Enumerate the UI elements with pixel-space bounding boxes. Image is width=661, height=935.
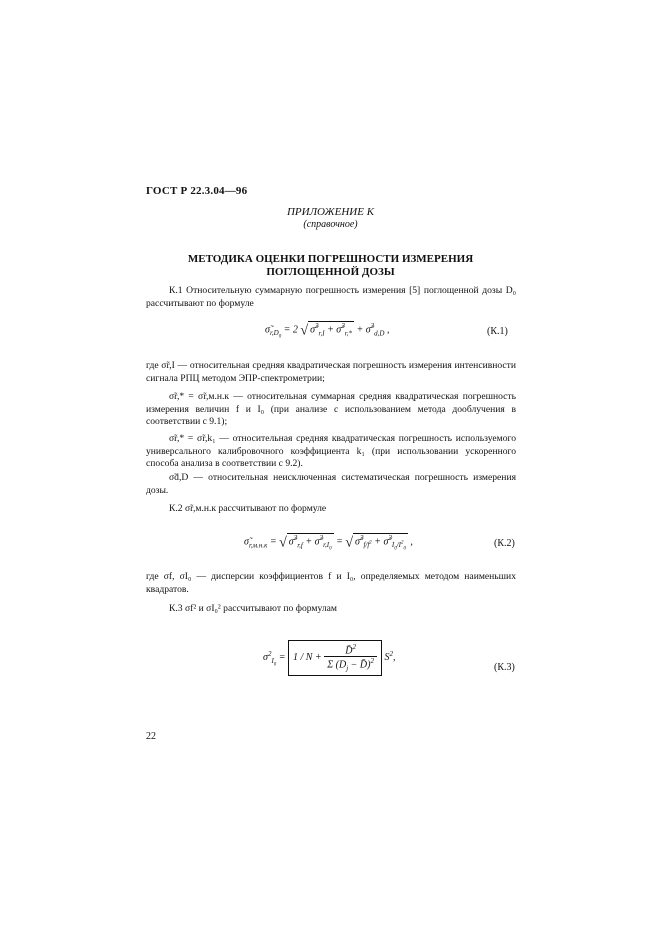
paragraph-where3: σ̃r,* = σ̃r,k₁ — относительная средняя квадратическая погрешность используемого универсального калибровочного коэффициента k₁ (при использовании ускоренного способа анализа в соответствии с 9.2). bbox=[146, 433, 516, 469]
section-title-line1: МЕТОДИКА ОЦЕНКИ ПОГРЕШНОСТИ ИЗМЕРЕНИЯ bbox=[187, 253, 474, 265]
section-title bbox=[0, 253, 661, 279]
document-code: ГОСТ Р 22.3.04—96 bbox=[146, 185, 248, 197]
equation-k3: $\sigma^2_{I_0} = 1 / N$ + $\frac{D̄^2}{\Sigma (D_j - D̄)^2}$ $S^2$, bbox=[263, 640, 395, 676]
paragraph-where5: где σf, σI₀ — дисперсии коэффициентов f и I₀, определяемых методом наименьших квадратов. bbox=[146, 571, 516, 595]
appendix-heading bbox=[0, 206, 661, 230]
paragraph-k1: К.1 Относительную суммарную погрешность измерения [5] поглощенной дозы D₀ рассчитывают по формуле bbox=[146, 285, 516, 309]
paragraph-k3: К.3 σf² и σI₀² рассчитывают по формулам bbox=[169, 603, 337, 614]
equation-k1: $\sigmã_{r,D_0} = 2$ √ σ̃$^2_{r,I}$ + σ̃$^2_{r,*}$ + σ̃$^2_{d,D}$ , bbox=[265, 322, 390, 340]
paragraph-where1: где σ̃r,I — относительная средняя квадратическая погрешность измерения интенсивности сигнала РПЦ методом ЭПР-спектрометрии; bbox=[146, 360, 516, 384]
paragraph-where2: σ̃r,* = σ̃r,м.н.к — относительная суммарная средняя квадратическая погрешность измерения величин f и I₀ (при анализе с использованием метода дооблучения в соответствии с 9.1); bbox=[146, 391, 516, 427]
page-number: 22 bbox=[146, 731, 156, 742]
paragraph-where4: σ̃d,D — относительная неисключенная систематическая погрешность измерения дозы. bbox=[146, 472, 516, 496]
equation-k3-number: (К.3) bbox=[494, 662, 515, 673]
equation-k2-number: (К.2) bbox=[494, 538, 515, 549]
section-title-line2: ПОГЛОЩЕННОЙ ДОЗЫ bbox=[266, 266, 395, 278]
paragraph-k2: К.2 σ̃r,м.н.к рассчитывают по формуле bbox=[169, 503, 327, 514]
appendix-subtitle: (справочное) bbox=[303, 219, 358, 230]
equation-k1-number: (К.1) bbox=[487, 326, 508, 337]
equation-k2: $\sigmã_{r,м.н.к}$ = √ σ̃$^2_{r,f}$ + σ̃$^2_{r,I_0}$ = √ σ̃$^2_{f/f^2}$ + σ̃$^2_{I_0/I^2_0}$ , bbox=[244, 534, 413, 552]
appendix-title: ПРИЛОЖЕНИЕ К bbox=[286, 206, 375, 218]
